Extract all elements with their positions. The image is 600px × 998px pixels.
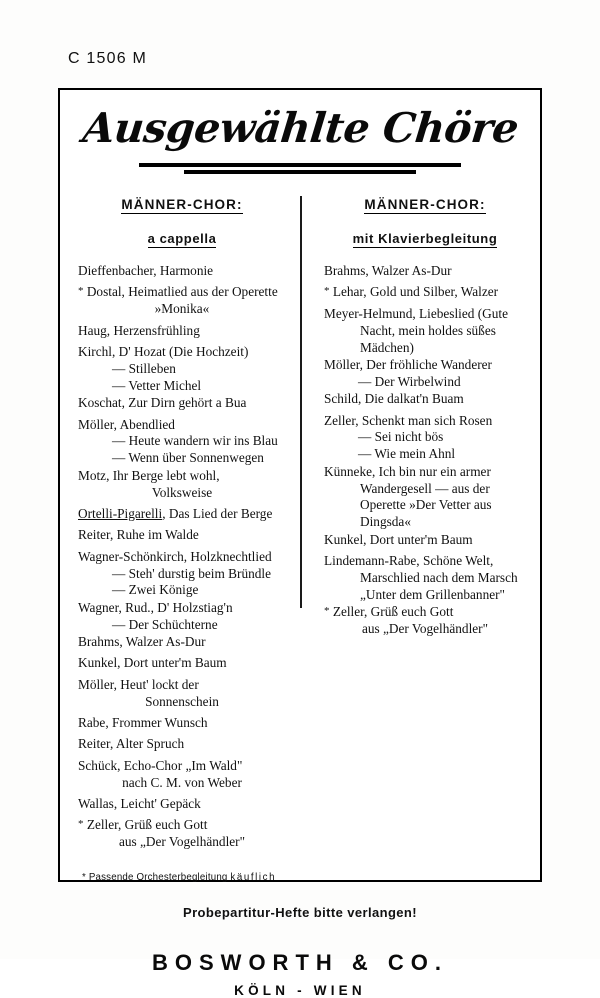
entry-continuation: „Unter dem Grillenbanner" (360, 586, 505, 602)
entry-title: Zeller, Schenkt man sich Rosen (324, 412, 493, 428)
entry-sub-item: — Zwei Könige (112, 582, 199, 598)
entry-title: * Zeller, Grüß euch Gott (324, 604, 454, 620)
catalog-entry (78, 796, 286, 813)
catalog-entry (324, 532, 526, 549)
entry-title: Künneke, Ich bin nur ein armer (324, 463, 491, 479)
orchestra-asterisk-icon: * (78, 285, 84, 298)
right-column-heading: MÄNNER-CHOR: (364, 197, 486, 212)
entry-continuation: aus „Der Vogelhändler" (361, 621, 489, 636)
entry-title: Brahms, Walzer As-Dur (78, 634, 206, 649)
catalog-entry (78, 715, 286, 732)
catalog-entry (324, 357, 526, 391)
entry-continuation: Dingsda« (360, 514, 411, 530)
rule-wide (139, 163, 461, 167)
catalog-entry (78, 323, 286, 340)
catalog-entry (78, 468, 286, 502)
footnote (82, 872, 540, 883)
footnote-spaced-text: käuflich (230, 871, 277, 883)
left-column-heading: MÄNNER-CHOR: (121, 197, 243, 212)
catalog-entry (78, 817, 286, 851)
catalog-entry (78, 263, 286, 280)
catalog-entry (78, 758, 286, 792)
catalog-entry (78, 677, 286, 711)
left-column-subheading: a cappella (147, 231, 217, 246)
catalog-entry (78, 344, 286, 395)
entry-sub-item: — Wie mein Ahnl (358, 446, 456, 462)
entry-continuation: nach C. M. von Weber (122, 774, 242, 790)
entry-sub-item: — Stilleben (112, 360, 176, 376)
entry-sub-item: — Der Schüchterne (112, 616, 218, 632)
entry-title: Kunkel, Dort unter'm Baum (78, 655, 227, 671)
column-a-cappella (78, 196, 302, 856)
entry-title: Ortelli-Pigarelli, Das Lied der Berge (78, 505, 273, 521)
entry-sub-item: — Vetter Michel (112, 377, 202, 393)
entry-continuation: Sonnenschein (145, 693, 219, 709)
entry-title: Möller, Heut' lockt der (78, 676, 199, 692)
entry-continuation: Mädchen) (360, 339, 414, 355)
orchestra-asterisk-icon: * (324, 285, 330, 298)
right-entry-list (324, 263, 526, 638)
catalog-entry (78, 634, 286, 651)
entry-title: Kunkel, Dort unter'm Baum (324, 531, 473, 547)
catalog-entry (78, 395, 286, 412)
orchestra-asterisk-icon: * (324, 605, 330, 618)
publisher-block (60, 950, 540, 998)
entry-title: * Zeller, Grüß euch Gott (78, 817, 208, 833)
title-block (60, 90, 540, 174)
catalog-entry (78, 506, 286, 523)
catalog-entry (78, 655, 286, 672)
left-entry-list (78, 263, 286, 851)
entry-title: Motz, Ihr Berge lebt wohl, (78, 467, 220, 483)
footnote-marker: * (82, 871, 86, 883)
entry-continuation: Operette »Der Vetter aus (360, 497, 492, 513)
catalog-entry (324, 464, 526, 532)
entry-continuation: Nacht, mein holdes süßes (360, 322, 496, 338)
entry-title: * Dostal, Heimatlied aus der Operette (78, 284, 278, 300)
entry-continuation: Volksweise (151, 484, 213, 500)
entry-title: Kirchl, D' Hozat (Die Hochzeit) (78, 344, 249, 359)
probe-notice: Probepartitur-Hefte bitte verlangen! (183, 904, 417, 920)
entry-title: Lindemann-Rabe, Schöne Welt, (324, 553, 494, 568)
entry-title: Wagner-Schönkirch, Holzknechtlied (78, 548, 272, 564)
entry-continuation: Wandergesell — aus der (360, 480, 490, 496)
content-frame (58, 88, 542, 998)
entry-continuation: »Monika« (154, 301, 210, 317)
entry-sub-item: — Steh' durstig beim Bründle (112, 565, 271, 581)
entry-title: Schück, Echo-Chor „Im Wald" (78, 757, 243, 773)
catalog-entry (78, 600, 286, 634)
column-klavierbegleitung (302, 196, 526, 856)
catalog-entry (78, 527, 286, 544)
catalog-entry (324, 553, 526, 604)
page-title: Ausgewählte Chöre (80, 104, 521, 152)
entry-title: Meyer-Helmund, Liebeslied (Gute (324, 305, 508, 321)
right-column-subheading: mit Klavierbegleitung (352, 231, 498, 246)
catalog-entry (78, 417, 286, 468)
catalog-columns (60, 196, 540, 856)
catalog-entry (78, 284, 286, 318)
entry-title: Wallas, Leicht' Gepäck (78, 796, 201, 811)
entry-title: * Lehar, Gold und Silber, Walzer (324, 284, 499, 300)
entry-title: Reiter, Alter Spruch (78, 736, 185, 752)
orchestra-asterisk-icon: * (78, 818, 84, 831)
catalog-entry (324, 284, 526, 301)
catalog-entry (324, 306, 526, 357)
entry-continuation: Marschlied nach dem Marsch (360, 569, 518, 585)
entry-title: Rabe, Frommer Wunsch (78, 715, 208, 730)
entry-sub-item: — Sei nicht bös (358, 429, 444, 445)
entry-title: Möller, Der fröhliche Wanderer (324, 356, 492, 372)
rule-narrow (184, 170, 416, 174)
footnote-text: Passende Orchesterbegleitung (88, 871, 231, 883)
title-rules (60, 163, 540, 174)
entry-title: Wagner, Rud., D' Holzstiag'n (78, 599, 233, 615)
entry-title: Reiter, Ruhe im Walde (78, 527, 199, 543)
catalog-entry (78, 549, 286, 600)
catalog-entry (324, 391, 526, 408)
column-divider (300, 196, 302, 608)
publisher-cities: KÖLN - WIEN (234, 982, 366, 998)
plate-number: C 1506 M (68, 50, 147, 67)
entry-continuation: aus „Der Vogelhändler" (118, 834, 246, 850)
catalog-entry (78, 736, 286, 753)
entry-composer-underlined: Ortelli-Pigarelli (78, 505, 163, 521)
entry-title: Möller, Abendlied (78, 416, 175, 432)
publisher-name: BOSWORTH & CO. (152, 949, 448, 975)
entry-sub-item: — Heute wandern wir ins Blau (112, 433, 278, 449)
entry-sub-item: — Wenn über Sonnenwegen (112, 450, 264, 466)
catalog-entry (324, 263, 526, 280)
entry-title: Haug, Herzensfrühling (78, 322, 200, 338)
catalog-entry (324, 604, 526, 638)
entry-title: Koschat, Zur Dirn gehört a Bua (78, 395, 247, 411)
catalog-entry (324, 413, 526, 464)
entry-title: Dieffenbacher, Harmonie (78, 263, 214, 278)
entry-sub-item: — Der Wirbelwind (358, 373, 461, 389)
entry-title: Brahms, Walzer As-Dur (324, 263, 452, 278)
entry-title: Schild, Die dalkat'n Buam (324, 391, 464, 407)
